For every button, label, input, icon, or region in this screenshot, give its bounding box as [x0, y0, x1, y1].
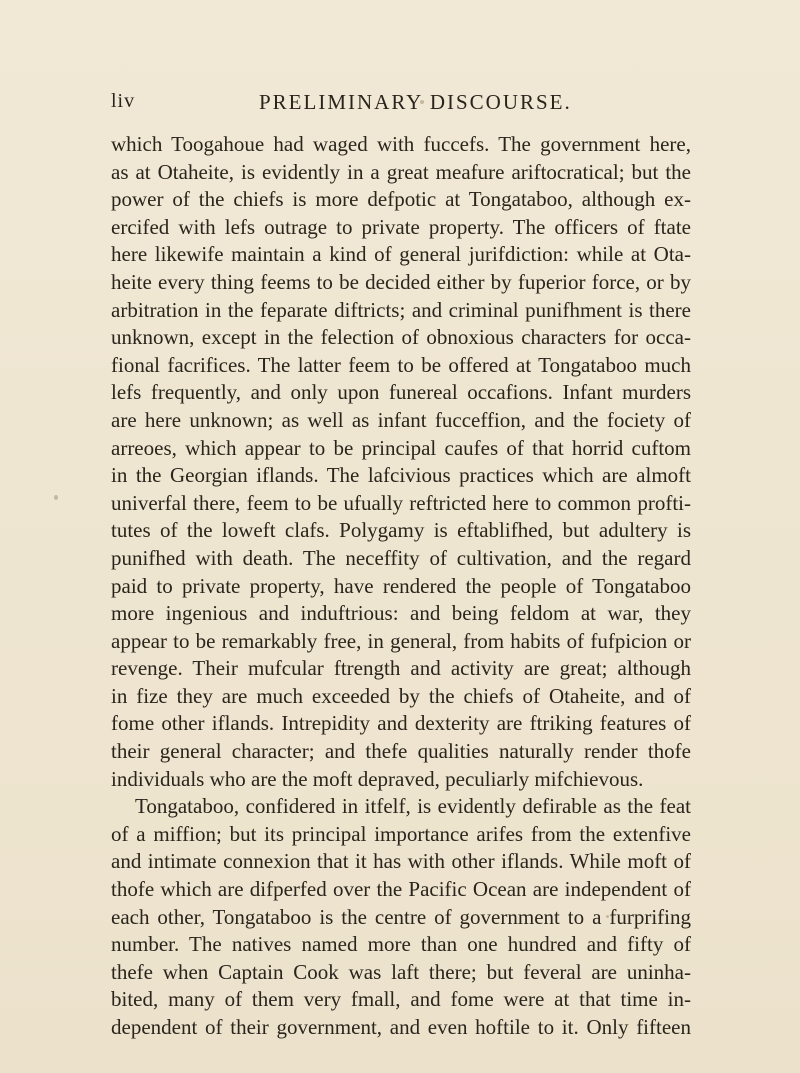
text-line: fional facrifices. The latter feem to be offered at Tongataboo much [111, 352, 691, 377]
text-line: lefs frequently, and only upon funereal occafions. Infant murders [111, 380, 691, 405]
text-line: revenge. Their mufcular ftrength and activity are great; although [111, 656, 691, 681]
text-line: number. The natives named more than one hundred and fifty of [111, 932, 691, 957]
text-line: in fize they are much exceeded by the chiefs of Otaheite, and of [111, 683, 691, 708]
text-line: individuals who are the moft depraved, peculiarly mifchievous. [111, 766, 644, 791]
text-line: dependent of their government, and even hoftile to it. Only fifteen [111, 1015, 691, 1039]
text-line: tutes of the loweft clafs. Polygamy is eftablifhed, but adultery is [111, 518, 691, 543]
text-line: and intimate connexion that it has with other iflands. While moft of [111, 849, 691, 874]
text-line: arreoes, which appear to be principal caufes of that horrid cuftom [111, 435, 691, 460]
page-header [111, 90, 691, 120]
body-text [111, 131, 691, 1042]
text-line: thefe when Captain Cook was laft there; but feveral are uninha- [111, 959, 691, 984]
text-line: in the Georgian iflands. The lafcivious practices which are almoft [111, 463, 691, 488]
running-head: PRELIMINARY DISCOURSE. [259, 90, 572, 114]
text-line: are here unknown; as well as infant fucceffion, and the fociety of [111, 407, 691, 432]
text-line: more ingenious and induftrious: and being feldom at war, they [111, 601, 691, 626]
text-line: unknown, except in the felection of obnoxious characters for occa- [111, 325, 691, 350]
text-line: fome other iflands. Intrepidity and dexterity are ftriking features of [111, 711, 691, 736]
text-line: their general character; and thefe qualities naturally render thofe [111, 739, 691, 764]
text-line: as at Otaheite, is evidently in a great meafure ariftocratical; but the [111, 159, 691, 184]
text-line: appear to be remarkably free, in general, from habits of fufpicion or [111, 628, 691, 653]
text-line: paid to private property, have rendered the people of Tongataboo [111, 573, 691, 598]
text-line: each other, Tongataboo is the centre of government to a furprifing [111, 904, 691, 929]
paper-spot [54, 495, 58, 500]
text-line: of a miffion; but its principal importance arifes from the extenfive [111, 821, 691, 846]
text-line: thofe which are difperfed over the Pacific Ocean are independent of [111, 877, 691, 902]
text-line: punifhed with death. The neceffity of cultivation, and the regard [111, 545, 691, 570]
paper-spot [420, 100, 424, 104]
text-line: univerfal there, feem to be ufually reftricted here to common profti- [111, 490, 691, 515]
text-line: power of the chiefs is more defpotic at Tongataboo, although ex- [111, 187, 691, 212]
page-number: liv [111, 90, 136, 112]
text-line: here likewife maintain a kind of general jurifdiction: while at Ota- [111, 242, 691, 267]
text-line: arbitration in the feparate diftricts; and criminal punifhment is there [111, 297, 691, 322]
text-line: heite every thing feems to be decided either by fuperior force, or by [111, 269, 691, 294]
text-line: which Toogahoue had waged with fuccefs. The government here, [111, 132, 691, 156]
paper-spot [606, 915, 609, 918]
text-line: ercifed with lefs outrage to private property. The officers of ftate [111, 214, 691, 239]
text-line: bited, many of them very fmall, and fome were at that time in- [111, 987, 691, 1012]
paragraph-first-line: Tongataboo, confidered in itfelf, is evidently defirable as the feat [135, 794, 691, 819]
